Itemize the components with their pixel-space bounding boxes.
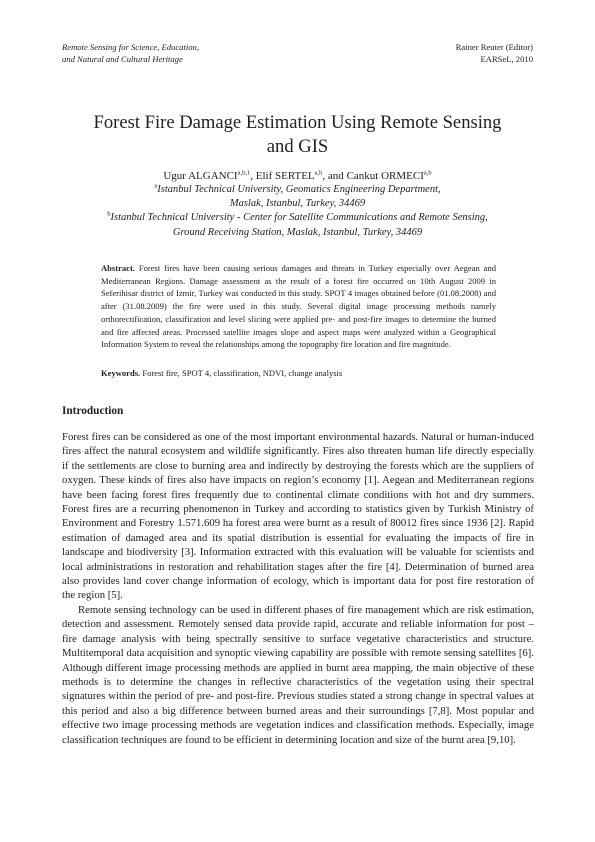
author-name: Ugur ALGANCI — [163, 170, 238, 182]
affiliation-a-line-2: Maslak, Istanbul, Turkey, 34469 — [229, 198, 366, 210]
keywords-label: Keywords. — [101, 368, 141, 378]
author-separator: , — [250, 170, 256, 182]
title-line-1: Forest Fire Damage Estimation Using Remote Sensing — [93, 112, 502, 133]
affiliation-a-line-1 — [40, 183, 555, 197]
paper-title — [40, 111, 555, 159]
abstract — [101, 262, 496, 351]
header-series-line-1: Remote Sensing for Science, Education, — [62, 42, 199, 52]
affiliation-mark: b — [107, 210, 111, 218]
running-header-right — [456, 41, 533, 65]
introduction-body — [62, 430, 534, 747]
affiliation-mark: a — [154, 182, 158, 190]
keywords-text: Forest fire, SPOT 4, classification, NDVI, change analysis — [142, 368, 343, 378]
author-affiliation-mark: a,b — [314, 169, 323, 177]
abstract-label: Abstract. — [101, 263, 135, 273]
affiliation-text: Istanbul Technical University, Geomatics Engineering Department, — [157, 184, 441, 195]
author-name: Cankut ORMECI — [346, 170, 424, 182]
header-publisher-year: EARSeL, 2010 — [480, 54, 533, 64]
affiliation-b-line-2: Ground Receiving Station, Maslak, Istanbul, Turkey, 34469 — [172, 226, 423, 238]
author-affiliation-mark: a,b — [423, 169, 432, 177]
abstract-text: Forest fires have been causing serious damages and threats in Turkey especially over Aegean and Mediterranean Regions. Damage assessment as the result of a forest fire occurred on 10th August 2009 in Seferihisar district of Izmir, Turkey was conducted in this study. SPOT 4 images obtained before (01.08.2008) and after (31.08.2009) the fire were used in this study. Several digital image processing methods namely orthorectification, classification and level slicing were applied pre- and post-fire images to determine the burned and fire affected areas. Processed satellite images slope and aspect maps were analyzed within a Geographical Information System to reveal the relationships among the topography fire location and fire magnitude. — [101, 263, 497, 350]
body-paragraph: Remote sensing technology can be used in different phases of fire management which are risk estimation, detection and assessment. Remotely sensed data provide rapid, accurate and reliable information for post – fire damage analysis with being spectrally sensitive to surface vegetative characteristics and structure. Multitemporal data acquisition and synoptic viewing capability are possible with remote sensing satellites [6]. Although different image processing methods are applied in burnt area mapping, the main objective of these methods is to determine the changes in reflective characteristics of the vegetation using their spectral signatures within the period of pre- and post-fire. Previous studies stated a strong change in spectral values at this period and also a big difference between burned areas and their surroundings [7,8]. Most popular and effective two image processing methods are vegetation indices and classification methods. Especially, image classification techniques are found to be efficient in determining location and size of the burnt area [9,10]. — [62, 603, 534, 746]
affiliation-b-line-1 — [40, 211, 555, 225]
section-heading-introduction: Introduction — [62, 405, 124, 417]
author-list — [40, 169, 555, 183]
body-paragraph: Forest fires can be considered as one of the most important environmental hazards. Natural or human-induced fires affect the natural ecosystem and wildlife significantly. Fires also threaten human life directly especially if the settlements are close to burning area and indirectly by destroying the forests which are the suppliers of oxygen. These kinds of fires also have impacts on region’s economy [1]. Aegean and Mediterranean regions have been facing forest fires frequently due to continental climate conditions with hot and dry summers. Forest fires are a recurring phenomenon in Turkey and according to statistics given by Turkish Ministry of Environment and Forestry 1.571.609 ha forest area were burnt as a result of 80012 fires since 1936 [2]. Rapid estimation of damaged area and its spatial distribution is essential for evaluating the impacts of fire in landscape and biodiversity [3]. Information extracted with this evaluation will be valuable for scientists and local administrations in restoration and rehabilitation stages after the fire [4]. Determination of burned area also provides land cover change information of ecology, which is important data for post fire restoration of the region [5]. — [62, 431, 534, 602]
header-editor: Rainer Reuter (Editor) — [455, 42, 533, 52]
author-name: Elif SERTEL — [255, 170, 315, 182]
header-series-line-2: and Natural and Cultural Heritage — [62, 54, 183, 64]
affiliation-text: Istanbul Technical University - Center for Satellite Communications and Remote Sensing, — [110, 212, 488, 224]
title-line-2: and GIS — [266, 136, 329, 157]
author-affiliation-mark: a,b,1 — [237, 169, 251, 177]
running-header-left — [62, 41, 199, 65]
keywords — [101, 367, 496, 379]
affiliation-list — [40, 183, 555, 240]
author-separator: , and — [322, 170, 347, 182]
